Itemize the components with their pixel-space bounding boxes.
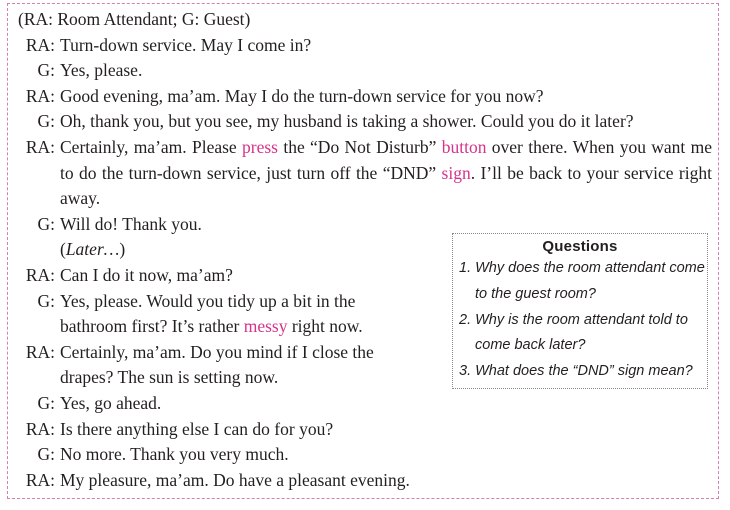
speaker: G: <box>37 213 55 234</box>
speaker: RA: <box>25 34 55 55</box>
speaker: RA: <box>25 264 55 285</box>
speaker: G: <box>37 290 55 311</box>
keyword-messy: messy <box>243 316 288 337</box>
line-text: Good evening, ma’am. May I do the turn-down service for you now? <box>60 85 544 106</box>
speaker: G: <box>37 392 55 413</box>
question-text: 2. Why is the room attendant told to <box>459 311 688 328</box>
stage-direction-text: (Later…) <box>60 239 126 260</box>
line-text: Certainly, ma’am. Do you mind if I close the drapes? The sun is setting now. <box>60 341 374 388</box>
question-text-continued: to the guest room? <box>475 285 596 302</box>
text-segment: the “Do Not Disturb” <box>278 136 442 157</box>
speaker: RA: <box>25 85 55 106</box>
dialogue-header <box>18 7 712 33</box>
dialogue-line <box>18 84 712 110</box>
dialogue-line <box>18 417 712 443</box>
line-text <box>55 289 390 340</box>
speaker: RA: <box>25 341 55 362</box>
keyword-sign: sign <box>441 162 471 183</box>
line-text <box>55 135 712 212</box>
keyword-press: press <box>242 136 278 157</box>
speaker: G: <box>37 444 55 465</box>
line-text: Yes, go ahead. <box>60 392 162 413</box>
dialogue-line <box>18 109 712 135</box>
text-segment: Certainly, ma’am. Please <box>60 136 243 157</box>
later-text: Later… <box>65 239 120 260</box>
speaker: RA: <box>25 418 55 439</box>
dialogue-line <box>18 442 712 468</box>
line-text: My pleasure, ma’am. Do have a pleasant evening. <box>60 469 410 490</box>
questions-box <box>452 233 708 389</box>
speaker: G: <box>37 60 55 81</box>
keyword-button: button <box>441 136 487 157</box>
dialogue-line <box>18 135 712 212</box>
line-text: Can I do it now, ma’am? <box>60 264 233 285</box>
dialogue-line <box>18 33 712 59</box>
dialogue-line <box>18 468 712 494</box>
question-item <box>459 256 707 308</box>
dialogue-line <box>18 58 712 84</box>
questions-title: Questions <box>542 238 618 255</box>
dialogue-line <box>18 391 712 417</box>
question-text: 3. What does the “DND” sign mean? <box>459 363 693 380</box>
line-text: Will do! Thank you. <box>60 213 202 234</box>
speaker: RA: <box>25 469 55 490</box>
questions-list <box>453 256 707 385</box>
question-item <box>459 308 707 360</box>
text-segment: over there. When you want me to do the turn-down service, just turn off the “DND” <box>60 136 713 183</box>
line-text: Turn-down service. May I come in? <box>60 34 312 55</box>
line-text: Yes, please. <box>60 60 143 81</box>
question-text-continued: come back later? <box>475 337 586 354</box>
text-segment: right now. <box>287 316 363 337</box>
text-segment: . I’ll be back to your service right away. <box>60 162 712 209</box>
speaker: RA: <box>25 136 55 157</box>
line-text: Is there anything else I can do for you? <box>60 418 334 439</box>
roles-legend: (RA: Room Attendant; G: Guest) <box>18 9 251 29</box>
line-text: No more. Thank you very much. <box>60 444 289 465</box>
line-text: Oh, thank you, but you see, my husband is taking a shower. Could you do it later? <box>60 111 634 132</box>
speaker-blank <box>18 237 55 263</box>
question-text: 1. Why does the room attendant come <box>459 260 705 276</box>
text-segment: Yes, please. Would you tidy up a bit in the bathroom first? It’s rather <box>60 290 356 337</box>
question-item <box>459 359 707 385</box>
speaker: G: <box>37 111 55 132</box>
